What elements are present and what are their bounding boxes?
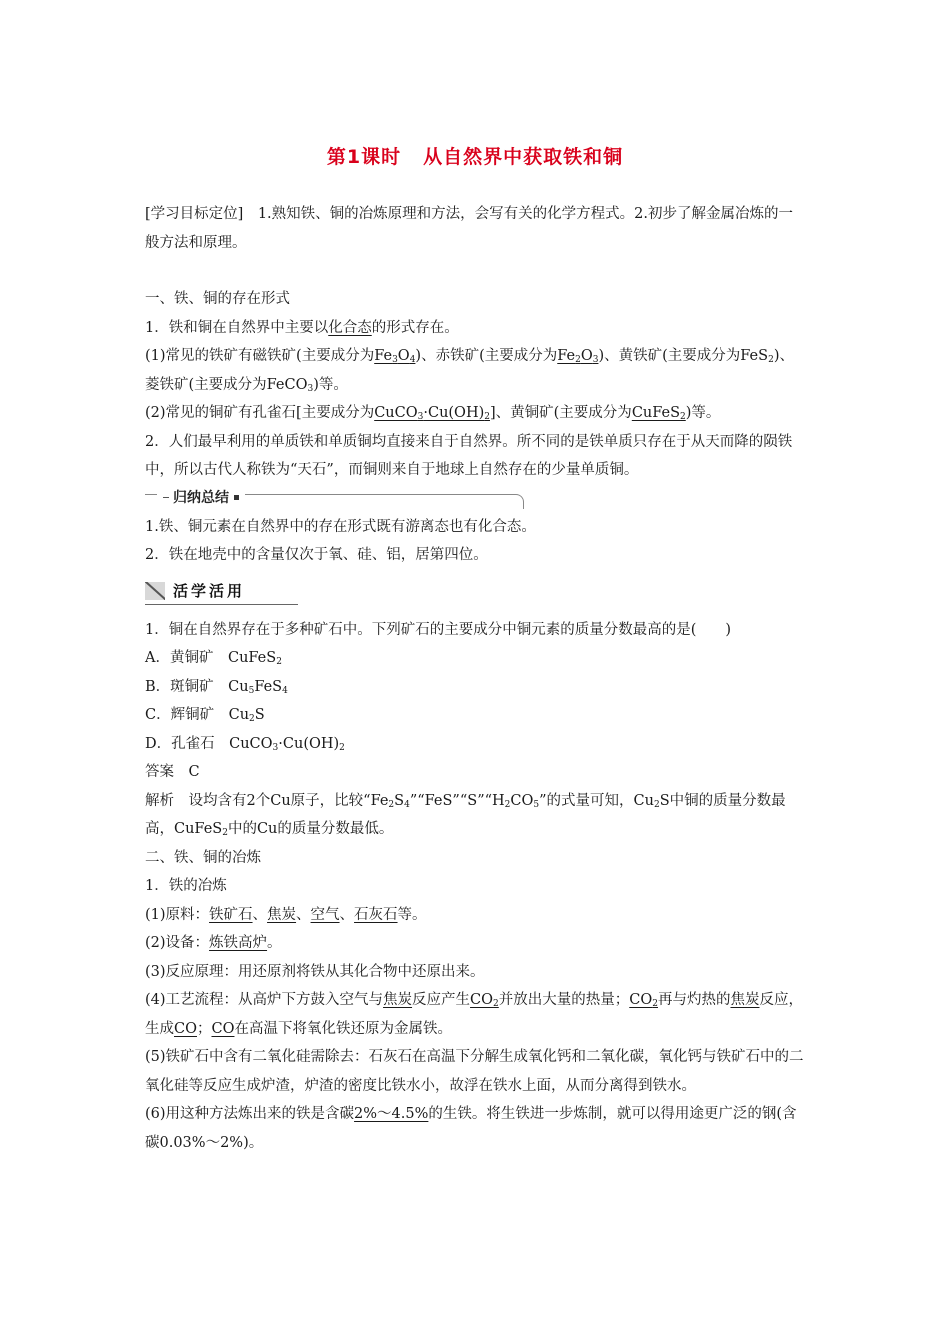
analysis: 解析 设均含有2个Cu原子，比较“$Fe_2S_4”“FeS”“S”“H_2CO_5$”的式量可知，$Cu_2S$中铜的质量分数最高，CuFeS$_2$中的Cu的质量分数最低。 [145, 792, 786, 838]
answer-blank: 焦炭 [730, 992, 760, 1008]
section1-heading: 一、铁、铜的存在形式 [145, 291, 290, 307]
lesson-number: 第1课时 [326, 146, 402, 168]
answer-blank: 炼铁高炉 [209, 935, 268, 951]
carbon-content: (6)用这种方法炼出来的铁是含碳2%～4.5%的生铁。将生铁进一步炼制，就可以得用途更广泛的钢(含碳0.03%～2%)。 [145, 1106, 797, 1151]
answer-blank: 铁矿石 [209, 906, 253, 923]
option-c: C．辉铜矿 $Cu_2S$ [145, 707, 265, 724]
section1-item1: 1．铁和铜在自然界中主要以化合态的形式存在。 [145, 319, 459, 336]
answer-blank: $Fe_3O_4$ [374, 348, 416, 365]
practice-banner [145, 576, 300, 606]
answer-blank: $CuCO_3\cdot Cu(OH)_2$ [374, 405, 490, 422]
option-b: B．斑铜矿 $Cu_5FeS_4$ [145, 678, 288, 696]
process-flow: (4)工艺流程：从高炉下方鼓入空气与焦炭反应产生$CO_2$并放出大量的热量；$CO_2$再与灼热的焦炭反应，生成CO；CO在高温下将氧化铁还原为金属铁。 [145, 992, 803, 1037]
answer-blank: 石灰石 [354, 906, 398, 923]
page-title [0, 142, 950, 169]
answer-blank: $CO_2$ [470, 992, 499, 1009]
document-body [145, 200, 807, 1157]
silica-removal: (5)铁矿石中含有二氧化硅需除去：石灰石在高温下分解生成氧化钙和二氧化碳，氧化钙与铁矿石中的二氧化硅等反应生成炉渣，炉渣的密度比铁水小，故浮在铁水上面，从而分离得到铁水。 [145, 1049, 804, 1094]
summary-point-1: 1.铁、铜元素在自然界中的存在形式既有游离态也有化合态。 [145, 518, 536, 535]
answer-blank: CO [174, 1020, 197, 1037]
summary-label: 归纳总结 [173, 489, 229, 506]
answer-blank: CuFeS$_2$ [631, 405, 686, 422]
answer: 答案 C [145, 764, 200, 780]
option-d: D．孔雀石 $CuCO_3\cdot Cu(OH)_2$ [145, 735, 345, 753]
copper-ores: (2)常见的铜矿有孔雀石[主要成分为$CuCO_3\cdot Cu(OH)_2$]、黄铜矿(主要成分为CuFeS$_2$)等。 [145, 405, 721, 422]
answer-blank: $CO_2$ [629, 992, 658, 1009]
practice-icon [145, 582, 165, 600]
principle: (3)反应原理：用还原剂将铁从其化合物中还原出来。 [145, 963, 485, 980]
section2-sub1: 1．铁的冶炼 [145, 878, 227, 894]
summary-banner [145, 489, 525, 513]
answer-blank: $Fe_2O_3$ [557, 348, 599, 365]
option-a: A．黄铜矿 CuFeS$_2$ [145, 650, 282, 667]
raw-materials: (1)原料：铁矿石、焦炭、空气、石灰石等。 [145, 906, 427, 923]
answer-blank: CO [211, 1020, 235, 1037]
answer-blank: 焦炭 [383, 992, 413, 1008]
practice-question: 1．铜在自然界存在于多种矿石中。下列矿石的主要成分中铜元素的质量分数最高的是( ) [145, 621, 732, 638]
section1-item2: 2．人们最早利用的单质铁和单质铜均直接来自于自然界。所不同的是铁单质只存在于从天而降的陨铁中，所以古代人称铁为“天石”，而铜则来自于地球上自然存在的少量单质铜。 [145, 433, 793, 478]
lesson-topic: 从自然界中获取铁和铜 [423, 146, 624, 168]
answer-blank: 化合态 [328, 319, 372, 336]
summary-point-2: 2．铁在地壳中的含量仅次于氧、硅、铝，居第四位。 [145, 547, 488, 563]
equipment: (2)设备：炼铁高炉。 [145, 935, 282, 951]
answer-blank: 焦炭 [267, 906, 297, 923]
learning-objectives: [学习目标定位] 1.熟知铁、铜的冶炼原理和方法，会写有关的化学方程式。2.初步了解金属冶炼的一般方法和原理。 [145, 206, 793, 251]
answer-blank: 2%～4.5% [354, 1106, 429, 1122]
iron-ores: (1)常见的铁矿有磁铁矿(主要成分为$Fe_3O_4$)、赤铁矿(主要成分为$Fe_2O_3$)、黄铁矿(主要成分为FeS$_2$)、菱铁矿(主要成分为FeCO$_3$)等。 [145, 348, 794, 394]
answer-blank: 空气 [310, 906, 340, 923]
section2-heading: 二、铁、铜的冶炼 [145, 849, 261, 866]
practice-label: 活学活用 [173, 581, 246, 600]
